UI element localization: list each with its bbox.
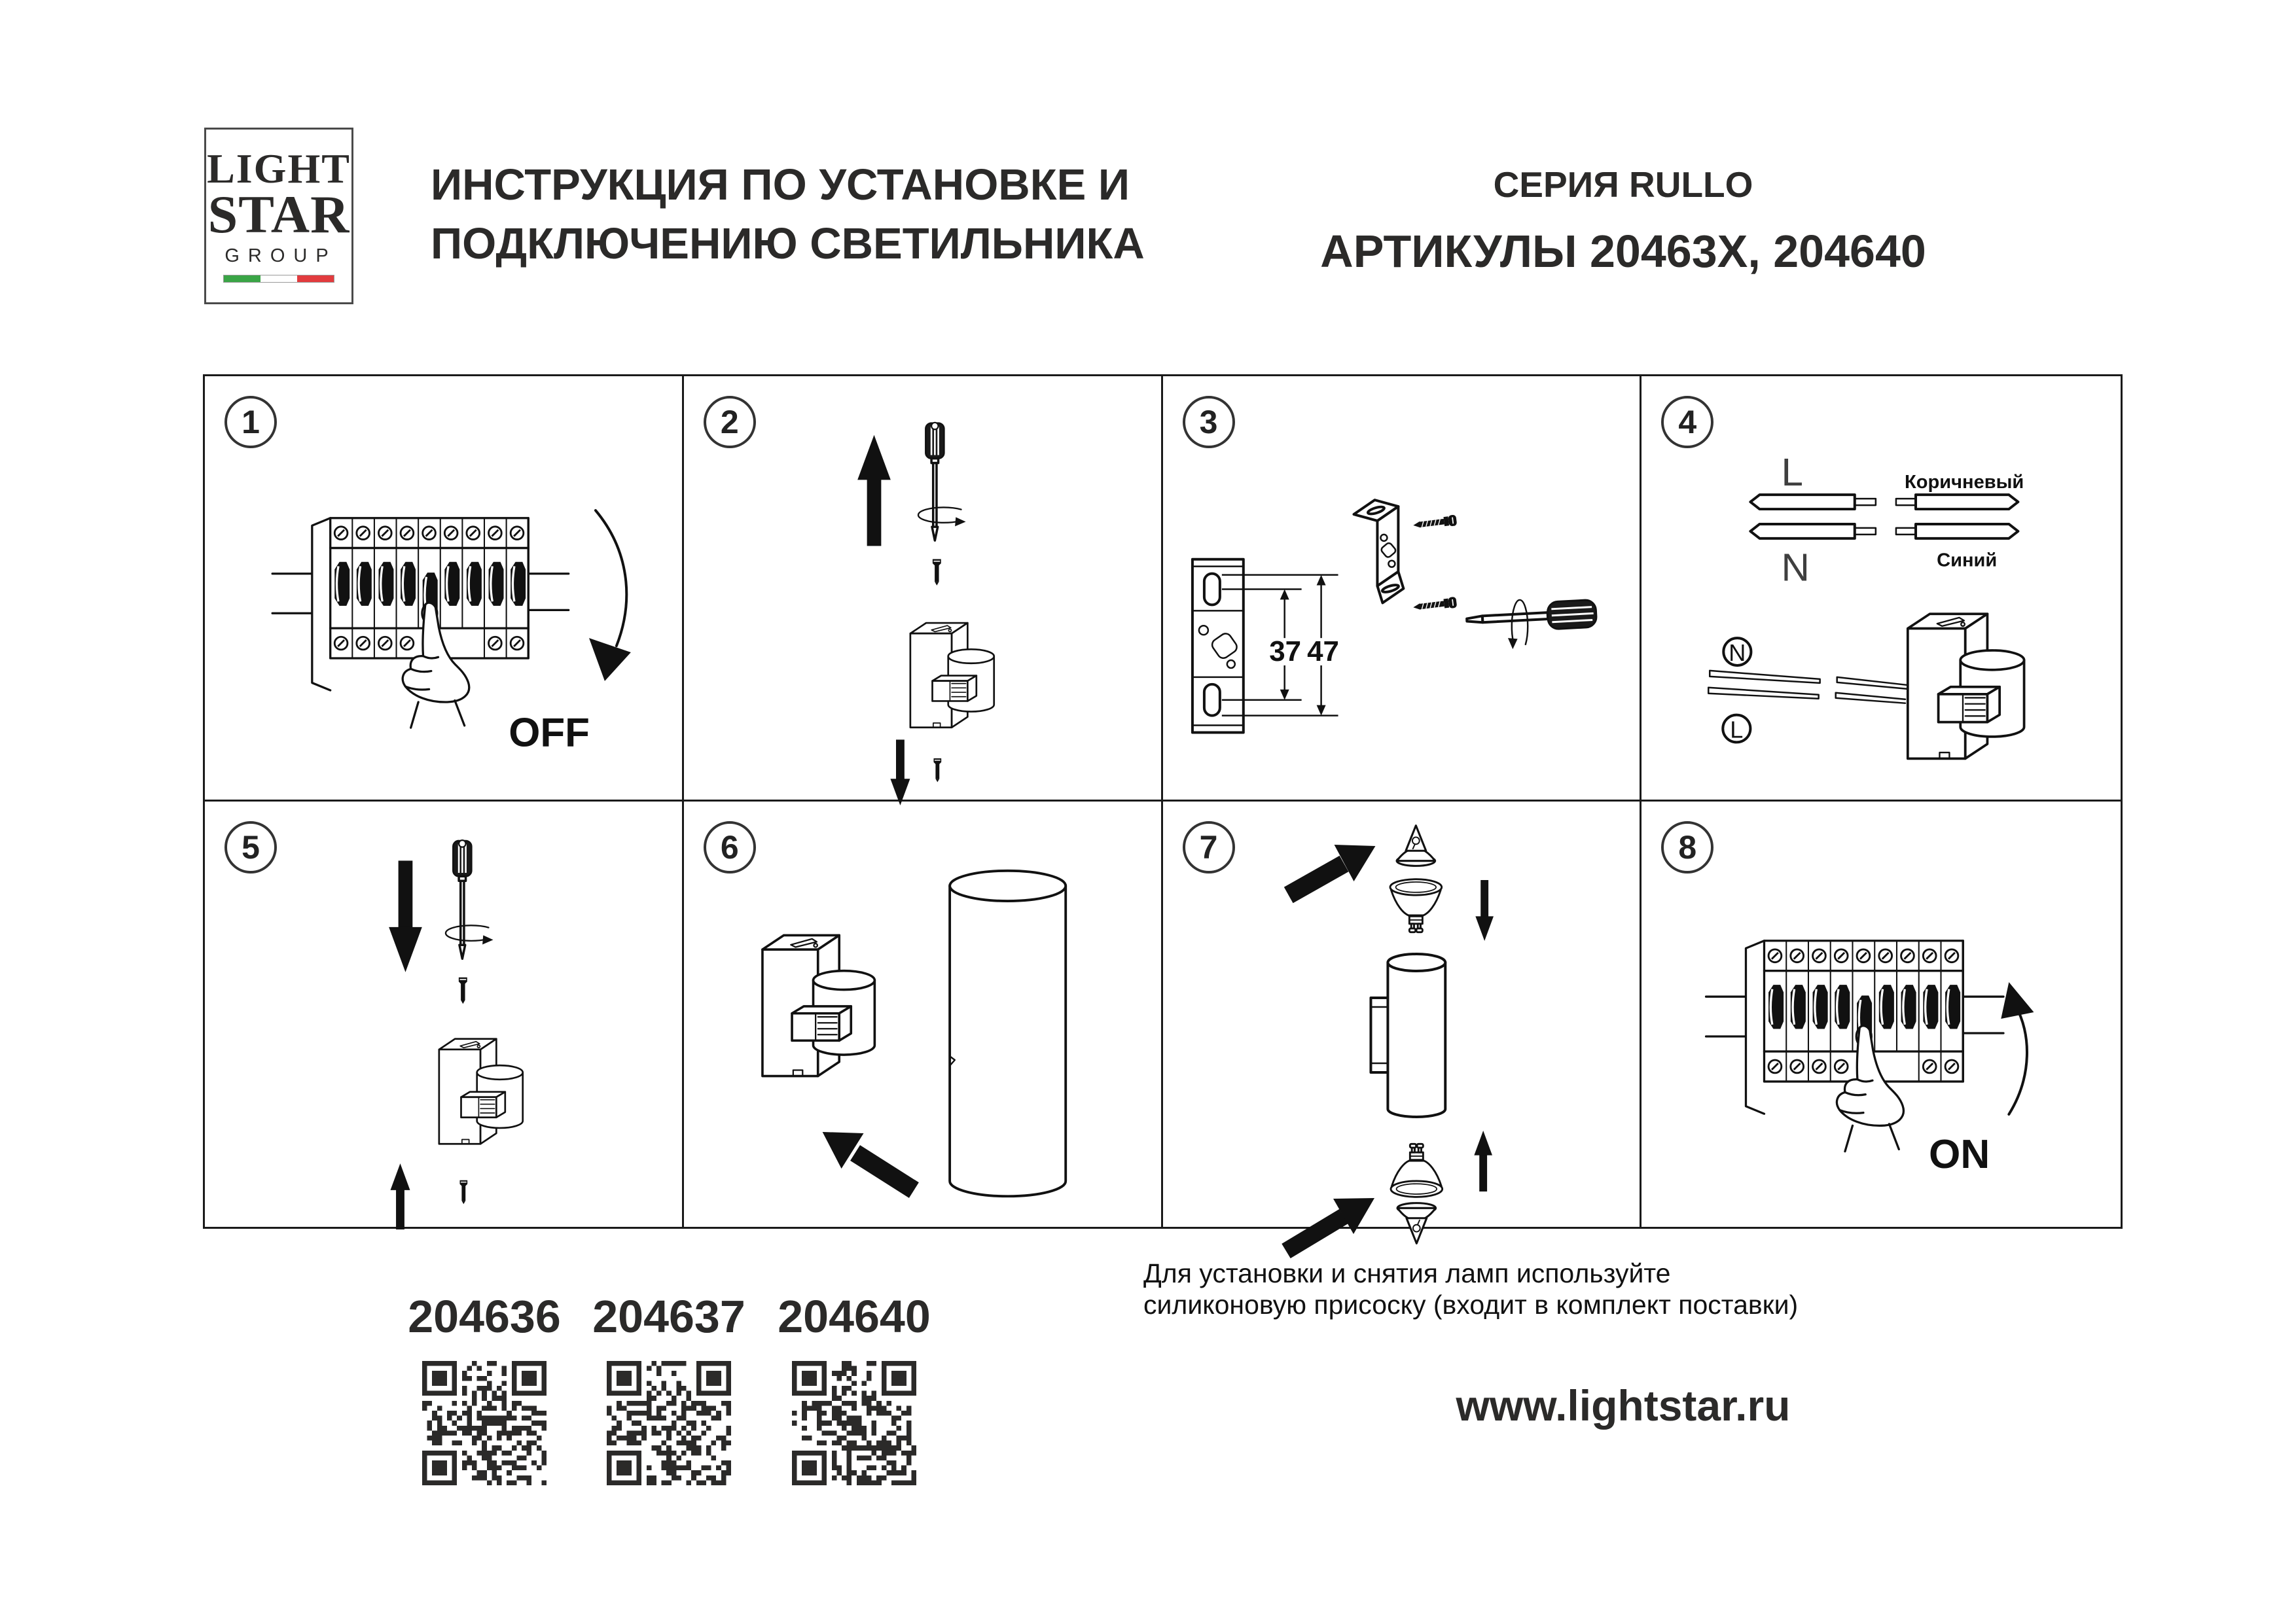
step-4-number: 4	[1661, 396, 1713, 448]
step-7-number: 7	[1183, 821, 1235, 874]
step-3-panel	[1163, 376, 1642, 802]
wall-plate	[1371, 998, 1389, 1072]
qr-code	[792, 1361, 916, 1485]
page-title-line2: ПОДКЛЮЧЕНИЮ СВЕТИЛЬНИКА	[431, 219, 1145, 268]
blue-wire-label: Синий	[1937, 550, 1998, 571]
circuit-breaker-icon	[272, 518, 569, 728]
up-arrow-icon	[390, 1163, 410, 1229]
screw-icon	[933, 758, 941, 782]
logo-group-text: GROUP	[224, 245, 337, 266]
terminal-N-label: N	[1729, 639, 1746, 666]
logo-light-text: LIGHT	[207, 145, 351, 192]
step-4-panel	[1641, 376, 2121, 802]
circuit-breaker-icon	[1706, 941, 2003, 1152]
wire-pair	[1710, 671, 1820, 683]
dimension-47-label: 47	[1306, 635, 1339, 667]
wiring-illustration	[1641, 376, 2121, 800]
unscrew-fixture-illustration	[684, 376, 1161, 800]
step-1-panel	[205, 376, 684, 802]
note-line2: силиконовую присоску (входит в комплект поставки)	[1143, 1290, 1799, 1320]
supply-wire-L	[1751, 495, 1855, 509]
mount-bracket-illustration	[1163, 376, 1640, 800]
rotation-arrow-icon	[446, 925, 493, 944]
article-numbers: АРТИКУЛЫ 20463X, 204640	[1320, 226, 1926, 277]
down-arrow-icon	[890, 739, 910, 805]
article-code: 204640	[778, 1291, 931, 1342]
down-arrow-icon	[1475, 880, 1494, 941]
blue-wire	[1916, 524, 2018, 538]
article-204636	[399, 1290, 569, 1489]
suction-cup-icon	[1397, 1203, 1435, 1244]
page-title-line1: ИНСТРУКЦИЯ ПО УСТАНОВКЕ И	[431, 160, 1130, 209]
screwdriver-icon	[1466, 599, 1597, 633]
screw-icon	[459, 978, 467, 1004]
logo-star-text: STAR	[207, 184, 350, 244]
screw-icon	[933, 559, 941, 586]
step-8-number: 8	[1661, 821, 1713, 874]
rotation-arrow-icon	[1507, 600, 1527, 649]
qr-code	[607, 1361, 731, 1485]
dimension-37-label: 37	[1268, 635, 1301, 667]
step-5-number: 5	[224, 821, 277, 874]
gu10-lamp-icon	[1390, 1144, 1442, 1197]
screw-fixture-illustration	[205, 802, 682, 1227]
z-bracket-icon	[1354, 500, 1403, 603]
rotation-arrow-icon	[918, 507, 966, 526]
up-arrow-icon	[857, 435, 891, 546]
series-name: СЕРИЯ RULLO	[1493, 164, 1753, 205]
line-N-label: N	[1781, 545, 1810, 590]
screw-icon	[1412, 597, 1457, 613]
step-1-number: 1	[224, 396, 277, 448]
suction-cup-note	[1143, 1258, 1798, 1320]
step-7-panel	[1163, 802, 1642, 1227]
diagonal-arrow-icon	[1260, 1178, 1391, 1260]
step-2-panel	[684, 376, 1163, 802]
fixture-icon	[1908, 614, 2024, 758]
fixture-icon	[439, 1039, 523, 1144]
brown-wire	[1916, 495, 2018, 509]
page-title	[431, 156, 1301, 274]
down-arrow-icon	[389, 860, 422, 972]
screw-icon	[1412, 514, 1457, 531]
brown-wire-label: Коричневый	[1905, 472, 2024, 493]
up-arrow-icon	[1474, 1131, 1492, 1192]
cylinder-cover-icon	[950, 871, 1066, 1196]
install-lamps-illustration	[1163, 802, 1640, 1227]
lamp-tube	[1388, 962, 1445, 1117]
italian-flag-stripe	[223, 275, 334, 283]
step-6-panel	[684, 802, 1163, 1227]
breaker-off-illustration	[205, 376, 682, 800]
flag-red-segment	[297, 275, 334, 282]
breaker-on-illustration	[1641, 802, 2121, 1227]
screw-icon	[459, 1180, 467, 1205]
lightstar-logo	[204, 128, 353, 304]
article-204640	[769, 1290, 939, 1489]
note-line1: Для установки и снятия ламп используйте	[1143, 1258, 1671, 1288]
suction-cup-icon	[1397, 826, 1435, 866]
step-3-number: 3	[1183, 396, 1235, 448]
diagonal-arrow-icon	[1288, 864, 1344, 895]
step-8-panel	[1641, 802, 2121, 1227]
step-2-number: 2	[704, 396, 756, 448]
supply-wire-N	[1751, 524, 1855, 538]
attach-cover-illustration	[684, 802, 1161, 1227]
curved-arrow-up-icon	[2009, 1006, 2028, 1114]
diagonal-arrow-icon	[855, 1153, 914, 1190]
article-code: 204636	[408, 1291, 561, 1342]
terminal-L-label: L	[1730, 716, 1744, 743]
qr-code	[422, 1361, 547, 1485]
fixture-icon	[910, 623, 994, 728]
step-6-number: 6	[704, 821, 756, 874]
flag-white-segment	[260, 275, 297, 282]
curved-arrow-down-icon	[596, 510, 626, 646]
flag-green-segment	[224, 275, 260, 282]
gu10-lamp-icon	[1390, 879, 1441, 932]
article-204637	[584, 1290, 754, 1489]
article-code: 204637	[592, 1291, 745, 1342]
fixture-icon	[762, 935, 874, 1076]
series-block	[1296, 164, 1950, 277]
off-label: OFF	[509, 710, 590, 756]
step-5-panel	[205, 802, 684, 1227]
website-url: www.lightstar.ru	[1456, 1381, 1791, 1430]
line-L-label: L	[1781, 450, 1804, 495]
on-label: ON	[1929, 1132, 1990, 1177]
steps-grid	[203, 374, 2123, 1229]
